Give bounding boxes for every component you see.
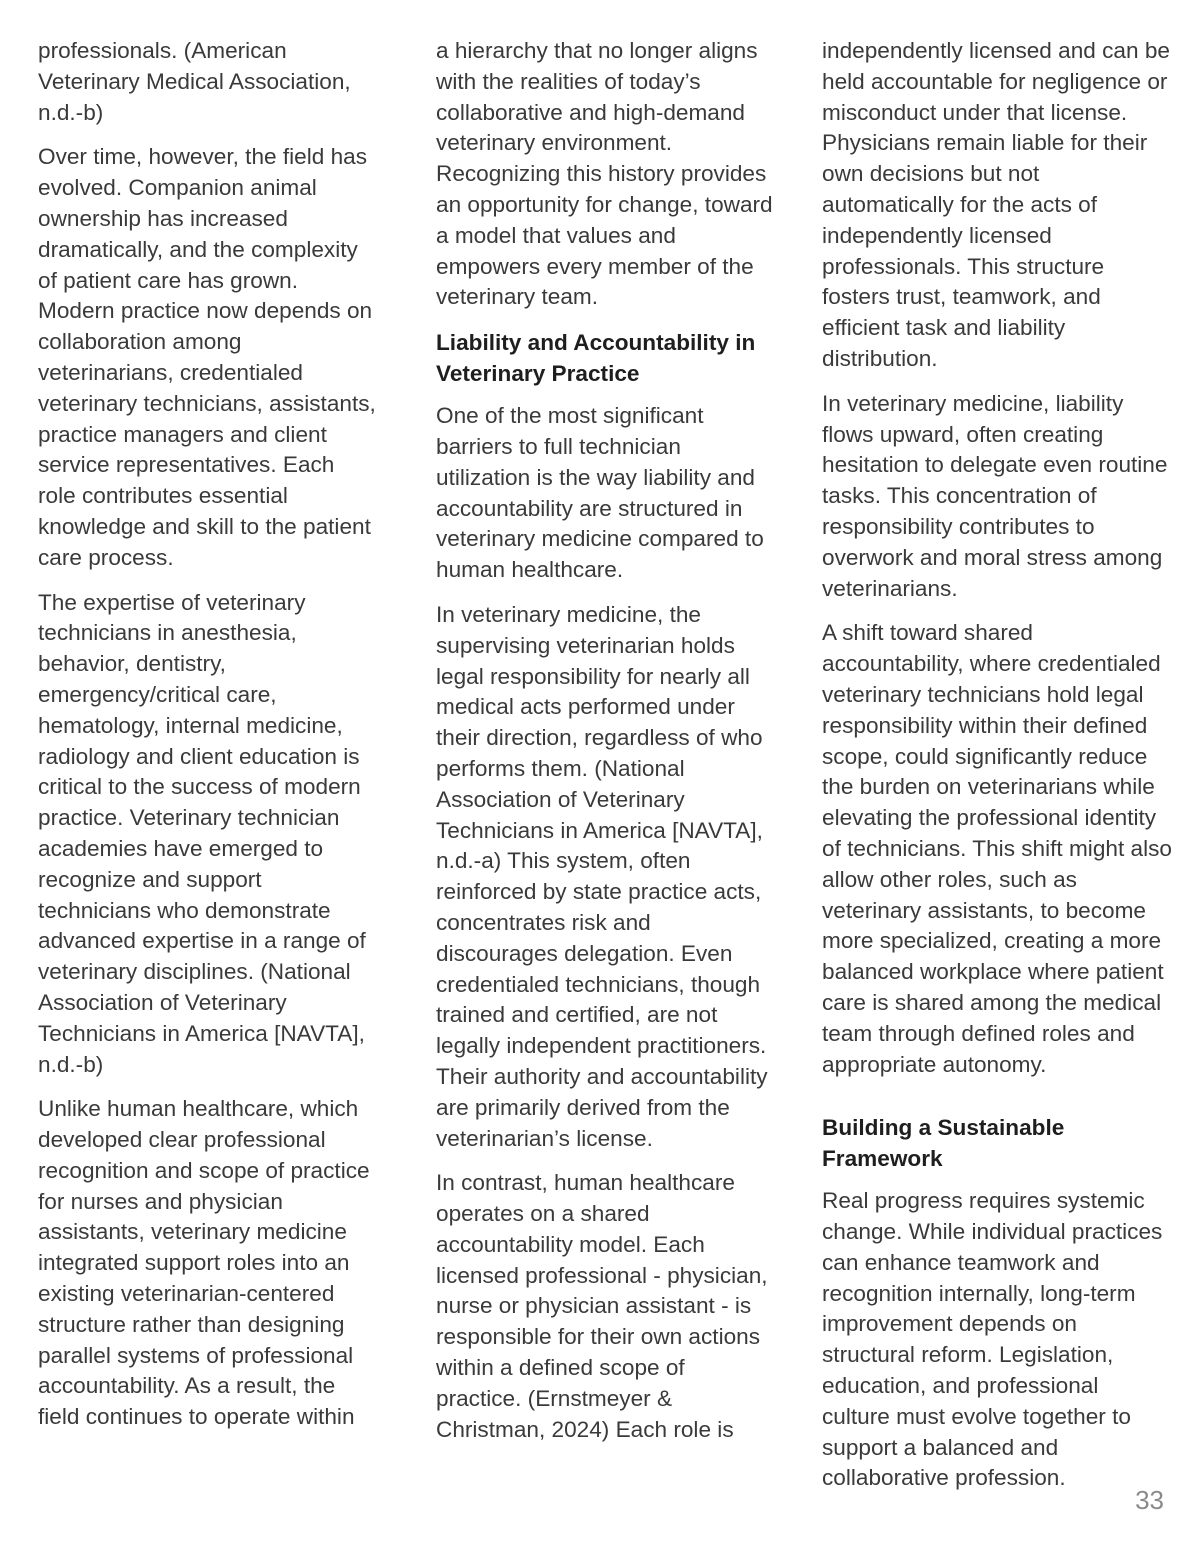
paragraph: Real progress requires systemic change. While individual practices can enhance teamwork and recognition internally, long-term improvement depends on structural reform. Legislation, education, and professional culture must evolve together to support a balanced and collaborative profession. — [822, 1188, 1163, 1491]
text-column-1 — [38, 36, 378, 1447]
paragraph: One of the most significant barriers to full technician utilization is the way liability and accountability are structured in veterinary medicine compared to human healthcare. — [436, 403, 764, 583]
section-heading-framework: Building a Sustainable Framework — [822, 1115, 1065, 1172]
paragraph: In contrast, human healthcare operates on a shared accountability model. Each licensed professional - physician, nurse or physician assistant - is responsible for their own actions within a defined scope of practice. (Ernstmeyer & Christman, 2024) Each role is — [436, 1170, 768, 1442]
paragraph: The expertise of veterinary technicians in anesthesia, behavior, dentistry, emergency/critical care, hematology, internal medicine, radiology and client education is critical to the success of modern practice. Veterinary technician academies have emerged to recognize and support technicians who demonstrate advanced expertise in a range of veterinary disciplines. (National Association of Veterinary Technicians in America [NAVTA], n.d.-b) — [38, 589, 366, 1077]
paragraph: A shift toward shared accountability, where credentialed veterinary technicians hold legal responsibility within their defined scope, could significantly reduce the burden on veterinarians while elevating the professional identity of technicians. This shift might also allow other roles, such as veterinary assistants, to become more specialized, creating a more balanced workplace where patient care is shared among the medical team through defined roles and appropriate autonomy. — [822, 620, 1172, 1077]
paragraph: Unlike human healthcare, which developed clear professional recognition and scope of practice for nurses and physician assistants, veterinary medicine integrated support roles into an existing veterinarian-centered structure rather than designing parallel systems of professional accountability. As a result, the field continues to operate within — [38, 1096, 370, 1430]
page-number: 33 — [1135, 1485, 1164, 1515]
section-heading-liability: Liability and Accountability in Veterinary Practice — [436, 330, 756, 387]
paragraph: In veterinary medicine, liability flows upward, often creating hesitation to delegate even routine tasks. This concentration of responsibility contributes to overwork and moral stress among veterinarians. — [822, 390, 1168, 601]
paragraph: independently licensed and can be held accountable for negligence or misconduct under that license. Physicians remain liable for their own decisions but not automatically for the acts of independently licensed professionals. This structure fosters trust, teamwork, and efficient task and liability distribution. — [822, 38, 1170, 371]
text-column-2 — [436, 36, 776, 1459]
paragraph: professionals. (American Veterinary Medical Association, n.d.-b) — [38, 38, 351, 125]
paragraph: Over time, however, the field has evolved. Companion animal ownership has increased dramatically, and the complexity of patient care has grown. Modern practice now depends on collaboration among veterinarians, credentialed veterinary technicians, assistants, practice managers and client service representatives. Each role contributes essential knowledge and skill to the patient care process. — [38, 144, 376, 570]
paragraph: a hierarchy that no longer aligns with the realities of today’s collaborative and high-demand veterinary environment. Recognizing this history provides an opportunity for change, toward a model that values and empowers every member of the veterinary team. — [436, 38, 773, 310]
paragraph: In veterinary medicine, the supervising veterinarian holds legal responsibility for nearly all medical acts performed under their direction, regardless of who performs them. (National Association of Veterinary Technicians in America [NAVTA], n.d.-a) This system, often reinforced by state practice acts, concentrates risk and discourages delegation. Even credentialed technicians, though trained and certified, are not legally independent practitioners. Their authority and accountability are primarily derived from the veterinarian’s license. — [436, 601, 768, 1151]
text-column-3 — [822, 36, 1172, 1508]
